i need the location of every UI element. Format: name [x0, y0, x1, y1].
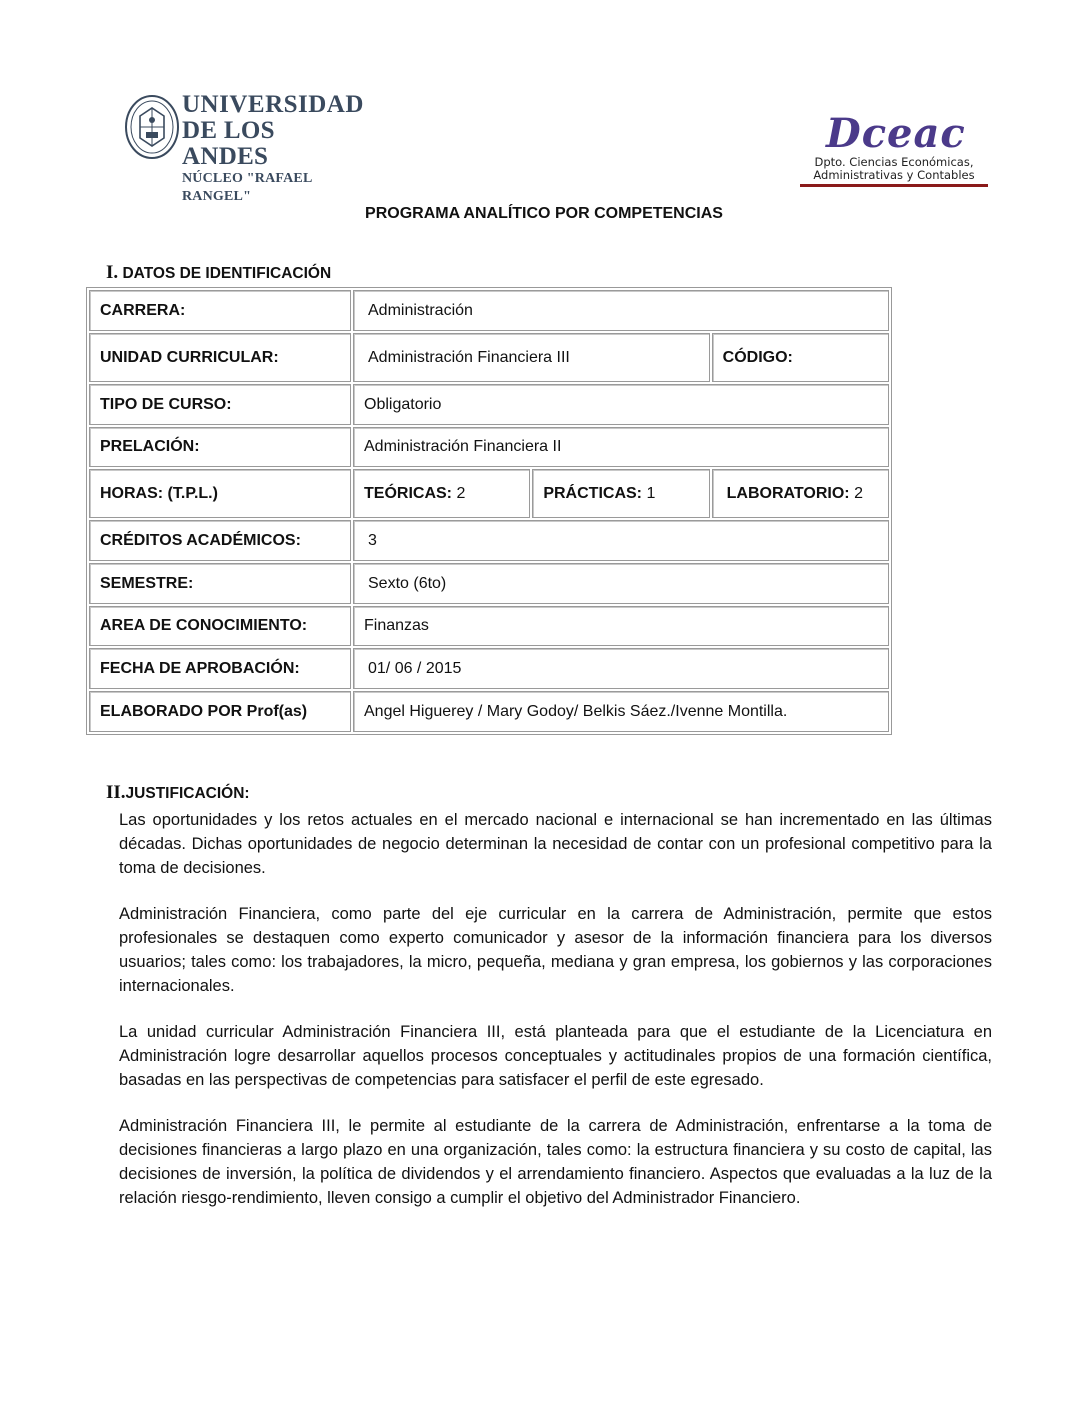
elaborado-label: ELABORADO POR Prof(as): [89, 691, 351, 732]
justification-body: [119, 808, 992, 1232]
dceac-department-name: [800, 156, 988, 182]
table-row: [89, 520, 889, 561]
dceac-logo: [800, 112, 990, 190]
dceac-underline: [800, 184, 988, 187]
table-row: [89, 384, 889, 425]
table-row: [89, 606, 889, 646]
table-row: [89, 563, 889, 604]
practicas-cell: [532, 469, 709, 518]
teoricas-cell: [353, 469, 530, 518]
table-row: [89, 333, 889, 382]
paragraph: Las oportunidades y los retos actuales en el mercado nacional e internacional se han incrementado en las últimas décadas. Dichas oportunidades de negocio determinan la necesidad de contar con un profesional competitivo para la toma de decisiones.: [119, 811, 992, 877]
semestre-value: Sexto (6to): [353, 563, 889, 604]
fecha-value: 01/ 06 / 2015: [353, 648, 889, 689]
elaborado-value: Angel Higuerey / Mary Godoy/ Belkis Sáez./Ivenne Montilla.: [353, 691, 889, 732]
fecha-label: FECHA DE APROBACIÓN:: [89, 648, 351, 689]
dceac-wordmark: Dceac: [826, 110, 966, 157]
section-number: II.: [106, 782, 126, 803]
carrera-value: Administración: [353, 290, 889, 331]
section-number: I.: [106, 262, 119, 283]
laboratorio-label: LABORATORIO:: [726, 484, 850, 502]
table-row: [89, 469, 889, 518]
ula-name-line2: DE LOS ANDES: [182, 117, 275, 170]
paragraph: Administración Financiera, como parte del eje curricular en la carrera de Administración, permite que estos profesionales se destaquen como experto comunicador y asesor de la información financiera para los diversos usuarios; tales como: los trabajadores, la micro, pequeña, mediana y gran empresa, los gobiernos y las corporaciones internacionales.: [119, 905, 992, 995]
table-row: [89, 691, 889, 732]
semestre-label: SEMESTRE:: [89, 563, 351, 604]
section-label: JUSTIFICACIÓN:: [125, 785, 250, 802]
table-row: [89, 290, 889, 331]
section-identification-heading: [106, 262, 331, 284]
university-seal-icon: [124, 94, 180, 160]
tipo-label: TIPO DE CURSO:: [89, 384, 351, 425]
ula-logo: [124, 91, 364, 204]
ula-name-line1: UNIVERSIDAD: [182, 91, 364, 118]
area-label: AREA DE CONOCIMIENTO:: [89, 606, 351, 646]
section-justification-heading: [106, 782, 250, 804]
table-row: [89, 648, 889, 689]
unidad-label: UNIDAD CURRICULAR:: [89, 333, 351, 382]
tipo-value: Obligatorio: [353, 384, 889, 425]
prelacion-value: Administración Financiera II: [353, 427, 889, 467]
document-title: PROGRAMA ANALÍTICO POR COMPETENCIAS: [365, 205, 723, 222]
practicas-label: PRÁCTICAS:: [543, 484, 642, 502]
identification-table: [86, 287, 892, 735]
laboratorio-value: 2: [854, 484, 863, 502]
codigo-label: CÓDIGO:: [712, 333, 889, 382]
section-label: DATOS DE IDENTIFICACIÓN: [122, 265, 332, 282]
unidad-value: Administración Financiera III: [353, 333, 710, 382]
prelacion-label: PRELACIÓN:: [89, 427, 351, 467]
table-row: [89, 427, 889, 467]
dceac-sub-line2: Administrativas y Contables: [813, 168, 975, 182]
creditos-value: 3: [353, 520, 889, 561]
teoricas-label: TEÓRICAS:: [364, 484, 452, 502]
practicas-value: 1: [646, 484, 656, 502]
carrera-label: CARRERA:: [89, 290, 351, 331]
dceac-sub-line1: Dpto. Ciencias Económicas,: [814, 155, 974, 169]
creditos-label: CRÉDITOS ACADÉMICOS:: [89, 520, 351, 561]
area-value: Finanzas: [353, 606, 889, 646]
paragraph: Administración Financiera III, le permite al estudiante de la carrera de Administración, enfrentarse a la toma de decisiones financieras a largo plazo en una organización, tales como: la estructura financiera y su costo de capital, las decisiones de inversión, la política de dividendos y el arrendamiento financiero. Aspectos que evaluadas a la luz de la relación riesgo-rendimiento, lleven consigo a cumplir el objetivo del Administrador Financiero.: [119, 1117, 992, 1207]
ula-campus-name: NÚCLEO "RAFAEL RANGEL": [182, 171, 312, 204]
laboratorio-cell: [712, 469, 889, 518]
teoricas-value: 2: [456, 484, 466, 502]
paragraph: La unidad curricular Administración Financiera III, está planteada para que el estudiante de la Licenciatura en Administración logre desarrollar aquellos procesos conceptuales y actitudinales propios de una formación científica, basadas en las perspectivas de competencias para satisfacer el perfil de este egresado.: [119, 1023, 992, 1089]
horas-label: HORAS: (T.P.L.): [89, 469, 351, 518]
